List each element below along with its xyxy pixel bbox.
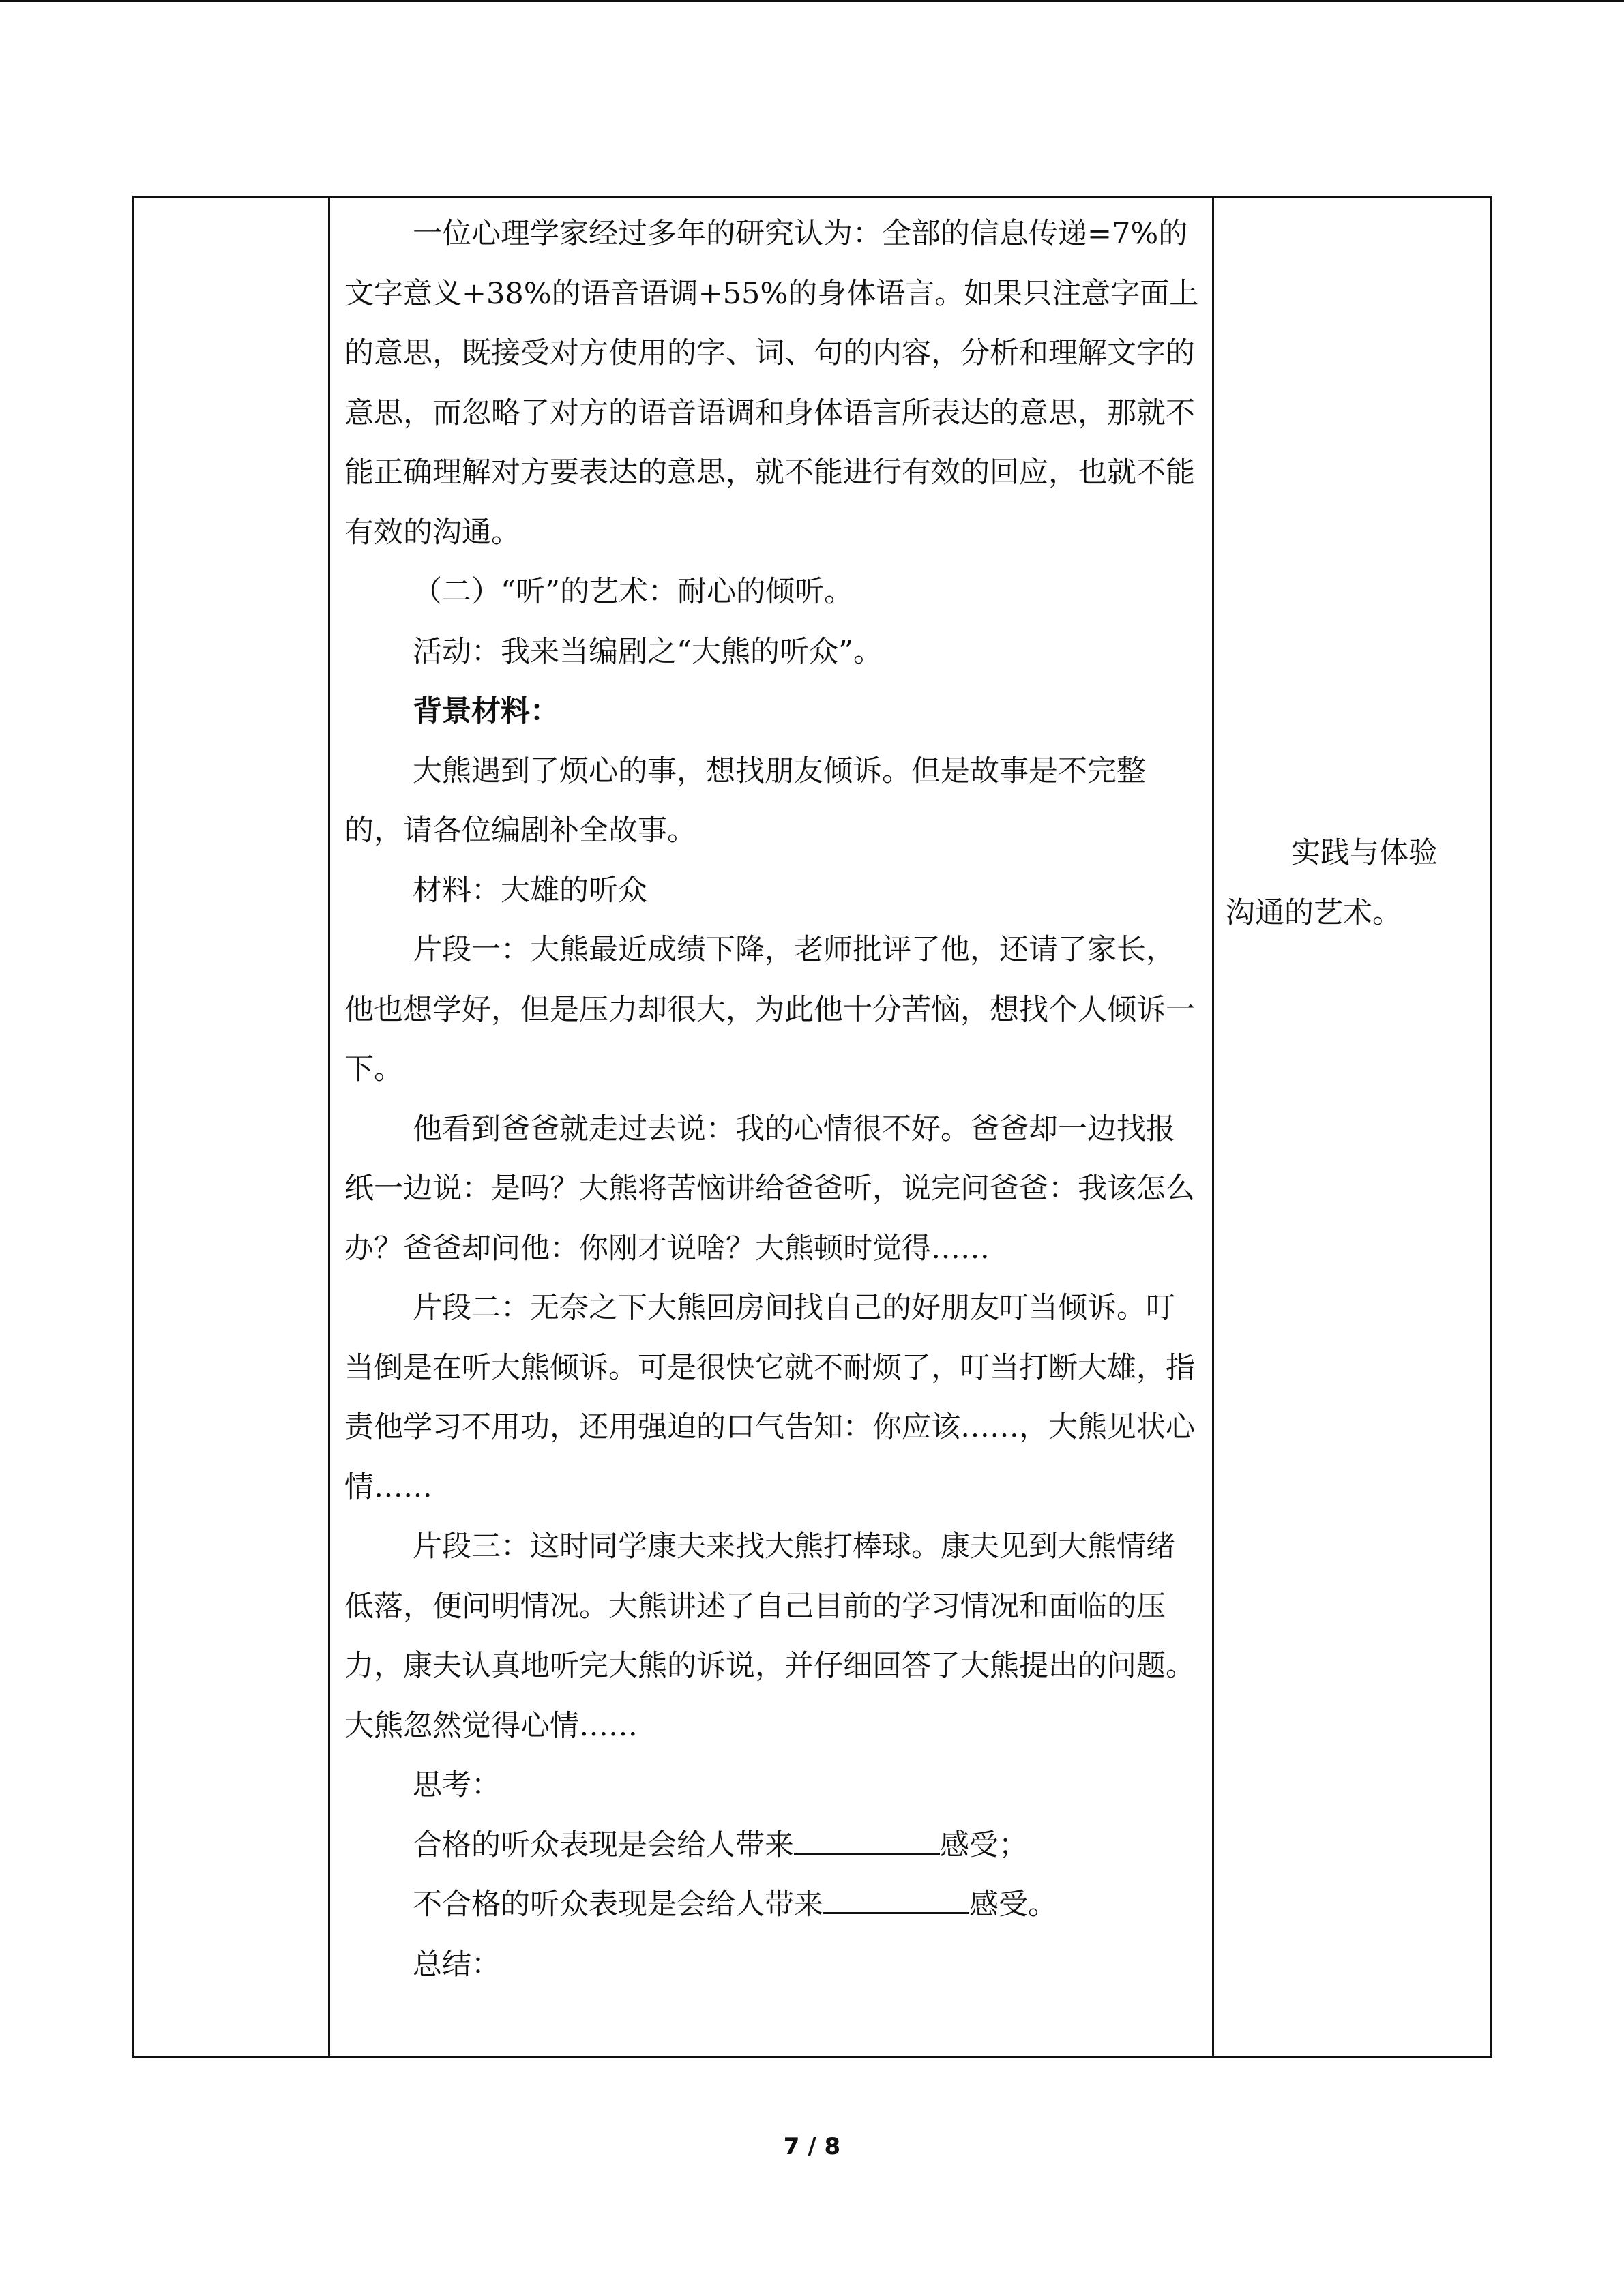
question-good-listener: [344, 1816, 1204, 1876]
paragraph-background: 大熊遇到了烦心的事，想找朋友倾诉。但是故事是不完整的，请各位编剧补全故事。: [344, 754, 1146, 848]
question-good-listener-suffix: 感受；: [940, 1828, 1028, 1862]
design-intent-cell: [1226, 824, 1485, 943]
teaching-content-cell: [344, 205, 1204, 1995]
page-number: 7 / 8: [783, 2133, 841, 2160]
paragraph-think: 思考：: [413, 1768, 501, 1802]
question-bad-listener-suffix: 感受。: [969, 1888, 1057, 1922]
question-bad-listener: [344, 1875, 1204, 1935]
column-divider-left: [328, 198, 330, 2056]
paragraph-material-title: 材料：大雄的听众: [413, 873, 647, 908]
fill-in-blank-1: [794, 1825, 940, 1855]
paragraph-dad-reaction: 他看到爸爸就走过去说：我的心情很不好。爸爸却一边找报纸一边说：是吗？大熊将苦恼讲给爸爸听，说完问爸爸：我该怎么办？爸爸却问他：你刚才说啥？大熊顿时觉得……: [344, 1112, 1195, 1266]
paragraph-psychology: 一位心理学家经过多年的研究认为：全部的信息传递=7%的文字意义+38%的语音语调+55%的身体语言。如果只注意字面上的意思，既接受对方使用的字、词、句的内容，分析和理解文字的意思，而忽略了对方的语音语调和身体语言所表达的意思，那就不能正确理解对方要表达的意思，就不能进行有效的回应，也就不能有效的沟通。: [344, 217, 1199, 550]
column-divider-right: [1212, 198, 1214, 2056]
question-bad-listener-prefix: 不合格的听众表现是会给人带来: [413, 1888, 823, 1922]
paragraph-listening-art: （二）“听”的艺术：耐心的倾听。: [413, 575, 853, 609]
fill-in-blank-2: [823, 1885, 969, 1914]
side-line-communication: 沟通的艺术。: [1226, 895, 1402, 930]
heading-background-material: 背景材料：: [413, 694, 559, 728]
paragraph-activity: 活动：我来当编剧之“大熊的听众”。: [413, 634, 883, 669]
paragraph-segment-two: 片段二：无奈之下大熊回房间找自己的好朋友叮当倾诉。叮当倒是在听大熊倾诉。可是很快它就不耐烦了，叮当打断大雄，指责他学习不用功，还用强迫的口气告知：你应该……，大熊见状心情……: [344, 1291, 1195, 1504]
paragraph-segment-three: 片段三：这时同学康夫来找大熊打棒球。康夫见到大熊情绪低落，便问明情况。大熊讲述了自己目前的学习情况和面临的压力，康夫认真地听完大熊的诉说，并仔细回答了大熊提出的问题。大熊忽然觉得心情……: [344, 1530, 1195, 1743]
side-line-practice: 实践与体验: [1291, 836, 1438, 870]
question-good-listener-prefix: 合格的听众表现是会给人带来: [413, 1828, 794, 1862]
top-border-line: [0, 0, 1624, 2]
paragraph-segment-one: 片段一：大熊最近成绩下降，老师批评了他，还请了家长，他也想学好，但是压力却很大，为此他十分苦恼，想找个人倾诉一下。: [344, 933, 1195, 1086]
paragraph-summary: 总结：: [413, 1947, 501, 1982]
lesson-plan-table: [132, 196, 1492, 2058]
